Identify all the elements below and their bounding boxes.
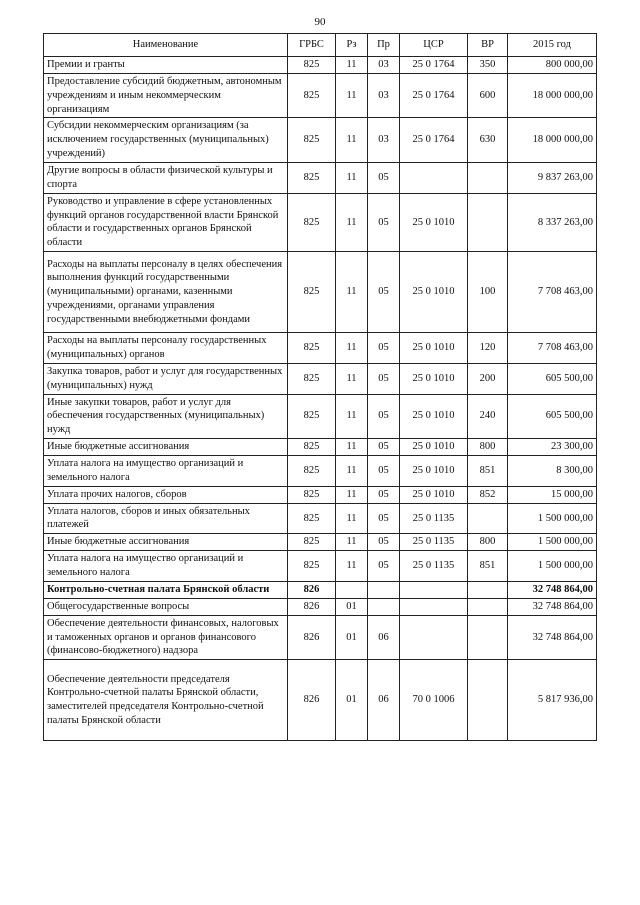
row-csr: 25 0 1010 [400, 394, 468, 439]
row-vr: 200 [468, 363, 508, 394]
row-name: Расходы на выплаты персоналу государственных (муниципальных) органов [44, 333, 288, 364]
row-name: Уплата налогов, сборов и иных обязательных платежей [44, 503, 288, 534]
table-row [44, 394, 597, 439]
row-pr: 05 [368, 394, 400, 439]
row-pr: 05 [368, 363, 400, 394]
row-csr: 25 0 1010 [400, 439, 468, 456]
row-vr: 120 [468, 333, 508, 364]
row-pr: 03 [368, 73, 400, 118]
row-name: Иные закупки товаров, работ и услуг для обеспечения государственных (муниципальных) нужд [44, 394, 288, 439]
row-grbs: 825 [288, 551, 336, 582]
row-csr [400, 615, 468, 660]
row-name: Иные бюджетные ассигнования [44, 439, 288, 456]
table-row [44, 118, 597, 163]
row-name: Субсидии некоммерческим организациям (за исключением государственных (муниципальных) учреждений) [44, 118, 288, 163]
row-grbs: 825 [288, 363, 336, 394]
row-grbs: 825 [288, 534, 336, 551]
row-amount: 7 708 463,00 [508, 252, 597, 333]
row-amount: 18 000 000,00 [508, 118, 597, 163]
table-row [44, 534, 597, 551]
row-rz: 11 [336, 57, 368, 74]
row-vr: 350 [468, 57, 508, 74]
row-csr: 25 0 1010 [400, 333, 468, 364]
row-vr [468, 193, 508, 251]
row-vr: 851 [468, 456, 508, 487]
row-pr: 05 [368, 163, 400, 194]
row-rz: 11 [336, 534, 368, 551]
row-amount: 1 500 000,00 [508, 551, 597, 582]
row-amount: 1 500 000,00 [508, 534, 597, 551]
row-name: Расходы на выплаты персоналу в целях обеспечения выполнения функций государственными (муниципальными) органами, казенными учреждениями, органами управления государственными внебюджетными фондами [44, 252, 288, 333]
row-pr: 05 [368, 534, 400, 551]
row-name: Премии и гранты [44, 57, 288, 74]
row-rz: 01 [336, 615, 368, 660]
row-vr: 800 [468, 534, 508, 551]
row-amount: 15 000,00 [508, 486, 597, 503]
row-grbs: 825 [288, 456, 336, 487]
row-pr: 05 [368, 252, 400, 333]
row-vr: 630 [468, 118, 508, 163]
row-rz: 01 [336, 598, 368, 615]
row-amount: 32 748 864,00 [508, 581, 597, 598]
row-name: Уплата налога на имущество организаций и земельного налога [44, 551, 288, 582]
row-amount: 800 000,00 [508, 57, 597, 74]
table-row [44, 193, 597, 251]
row-rz: 11 [336, 333, 368, 364]
row-vr [468, 615, 508, 660]
row-pr: 06 [368, 660, 400, 741]
table-header-row [44, 34, 597, 57]
row-grbs: 825 [288, 118, 336, 163]
row-amount: 9 837 263,00 [508, 163, 597, 194]
row-name: Закупка товаров, работ и услуг для государственных (муниципальных) нужд [44, 363, 288, 394]
row-vr: 800 [468, 439, 508, 456]
row-pr: 06 [368, 615, 400, 660]
row-grbs: 825 [288, 57, 336, 74]
row-name: Обеспечение деятельности председателя Контрольно-счетной палаты Брянской области, заместителей председателя Контрольно-счетной палаты Брянской области [44, 660, 288, 741]
row-pr: 05 [368, 333, 400, 364]
row-csr: 25 0 1010 [400, 486, 468, 503]
row-vr: 851 [468, 551, 508, 582]
row-grbs: 826 [288, 598, 336, 615]
table-row [44, 252, 597, 333]
row-csr [400, 163, 468, 194]
row-grbs: 825 [288, 73, 336, 118]
row-amount: 7 708 463,00 [508, 333, 597, 364]
row-rz: 11 [336, 363, 368, 394]
row-name: Другие вопросы в области физической культуры и спорта [44, 163, 288, 194]
row-csr [400, 581, 468, 598]
row-grbs: 825 [288, 163, 336, 194]
table-row [44, 486, 597, 503]
row-name: Предоставление субсидий бюджетным, автономным учреждениям и иным некоммерческим организациям [44, 73, 288, 118]
table-row [44, 660, 597, 741]
table-row [44, 598, 597, 615]
row-name: Обеспечение деятельности финансовых, налоговых и таможенных органов и органов финансового (финансово-бюджетного) надзора [44, 615, 288, 660]
table-row [44, 456, 597, 487]
row-pr [368, 581, 400, 598]
row-rz: 11 [336, 73, 368, 118]
row-pr: 05 [368, 486, 400, 503]
table-row [44, 163, 597, 194]
row-csr: 25 0 1764 [400, 57, 468, 74]
row-pr: 05 [368, 551, 400, 582]
row-pr: 05 [368, 503, 400, 534]
table-row [44, 581, 597, 598]
row-csr: 25 0 1135 [400, 534, 468, 551]
row-vr [468, 503, 508, 534]
row-grbs: 825 [288, 503, 336, 534]
page-number: 90 [314, 16, 326, 28]
row-amount: 605 500,00 [508, 363, 597, 394]
row-pr: 05 [368, 456, 400, 487]
row-csr: 25 0 1010 [400, 252, 468, 333]
row-csr: 70 0 1006 [400, 660, 468, 741]
row-grbs: 826 [288, 615, 336, 660]
row-csr: 25 0 1010 [400, 193, 468, 251]
row-amount: 32 748 864,00 [508, 598, 597, 615]
row-name: Контрольно-счетная палата Брянской области [44, 581, 288, 598]
row-name: Уплата налога на имущество организаций и земельного налога [44, 456, 288, 487]
budget-table [43, 33, 597, 741]
table-row [44, 551, 597, 582]
table-row [44, 333, 597, 364]
row-rz: 11 [336, 193, 368, 251]
row-csr: 25 0 1010 [400, 363, 468, 394]
row-pr: 05 [368, 439, 400, 456]
row-rz: 11 [336, 551, 368, 582]
header-name: Наименование [44, 34, 288, 57]
header-vr: ВР [468, 34, 508, 57]
row-vr: 100 [468, 252, 508, 333]
row-grbs: 825 [288, 333, 336, 364]
row-amount: 23 300,00 [508, 439, 597, 456]
row-amount: 32 748 864,00 [508, 615, 597, 660]
row-vr [468, 598, 508, 615]
row-pr [368, 598, 400, 615]
table-row [44, 73, 597, 118]
row-rz: 11 [336, 486, 368, 503]
row-csr: 25 0 1764 [400, 73, 468, 118]
row-grbs: 826 [288, 581, 336, 598]
row-grbs: 826 [288, 660, 336, 741]
row-grbs: 825 [288, 193, 336, 251]
row-vr [468, 581, 508, 598]
row-csr [400, 598, 468, 615]
row-amount: 605 500,00 [508, 394, 597, 439]
row-rz: 11 [336, 252, 368, 333]
row-rz: 01 [336, 660, 368, 741]
row-csr: 25 0 1010 [400, 456, 468, 487]
row-amount: 8 337 263,00 [508, 193, 597, 251]
row-name: Иные бюджетные ассигнования [44, 534, 288, 551]
row-name: Руководство и управление в сфере установленных функций органов государственной власти Брянской области и государственных органов Брянской области [44, 193, 288, 251]
row-csr: 25 0 1764 [400, 118, 468, 163]
row-pr: 05 [368, 193, 400, 251]
row-rz: 11 [336, 456, 368, 487]
row-rz: 11 [336, 163, 368, 194]
header-rz: Рз [336, 34, 368, 57]
header-grbs: ГРБС [288, 34, 336, 57]
row-grbs: 825 [288, 394, 336, 439]
row-rz: 11 [336, 118, 368, 163]
row-rz: 11 [336, 439, 368, 456]
row-vr [468, 660, 508, 741]
row-vr: 600 [468, 73, 508, 118]
row-pr: 03 [368, 57, 400, 74]
row-vr [468, 163, 508, 194]
row-rz: 11 [336, 394, 368, 439]
row-amount: 18 000 000,00 [508, 73, 597, 118]
row-csr: 25 0 1135 [400, 551, 468, 582]
row-grbs: 825 [288, 252, 336, 333]
row-amount: 1 500 000,00 [508, 503, 597, 534]
header-csr: ЦСР [400, 34, 468, 57]
row-grbs: 825 [288, 439, 336, 456]
row-name: Уплата прочих налогов, сборов [44, 486, 288, 503]
row-rz [336, 581, 368, 598]
row-vr: 852 [468, 486, 508, 503]
table-row [44, 439, 597, 456]
row-amount: 5 817 936,00 [508, 660, 597, 741]
table-row [44, 615, 597, 660]
table-row [44, 57, 597, 74]
row-amount: 8 300,00 [508, 456, 597, 487]
row-csr: 25 0 1135 [400, 503, 468, 534]
row-vr: 240 [468, 394, 508, 439]
header-pr: Пр [368, 34, 400, 57]
row-pr: 03 [368, 118, 400, 163]
table-row [44, 363, 597, 394]
table-row [44, 503, 597, 534]
row-grbs: 825 [288, 486, 336, 503]
row-rz: 11 [336, 503, 368, 534]
row-name: Общегосударственные вопросы [44, 598, 288, 615]
header-amount-2015: 2015 год [508, 34, 597, 57]
